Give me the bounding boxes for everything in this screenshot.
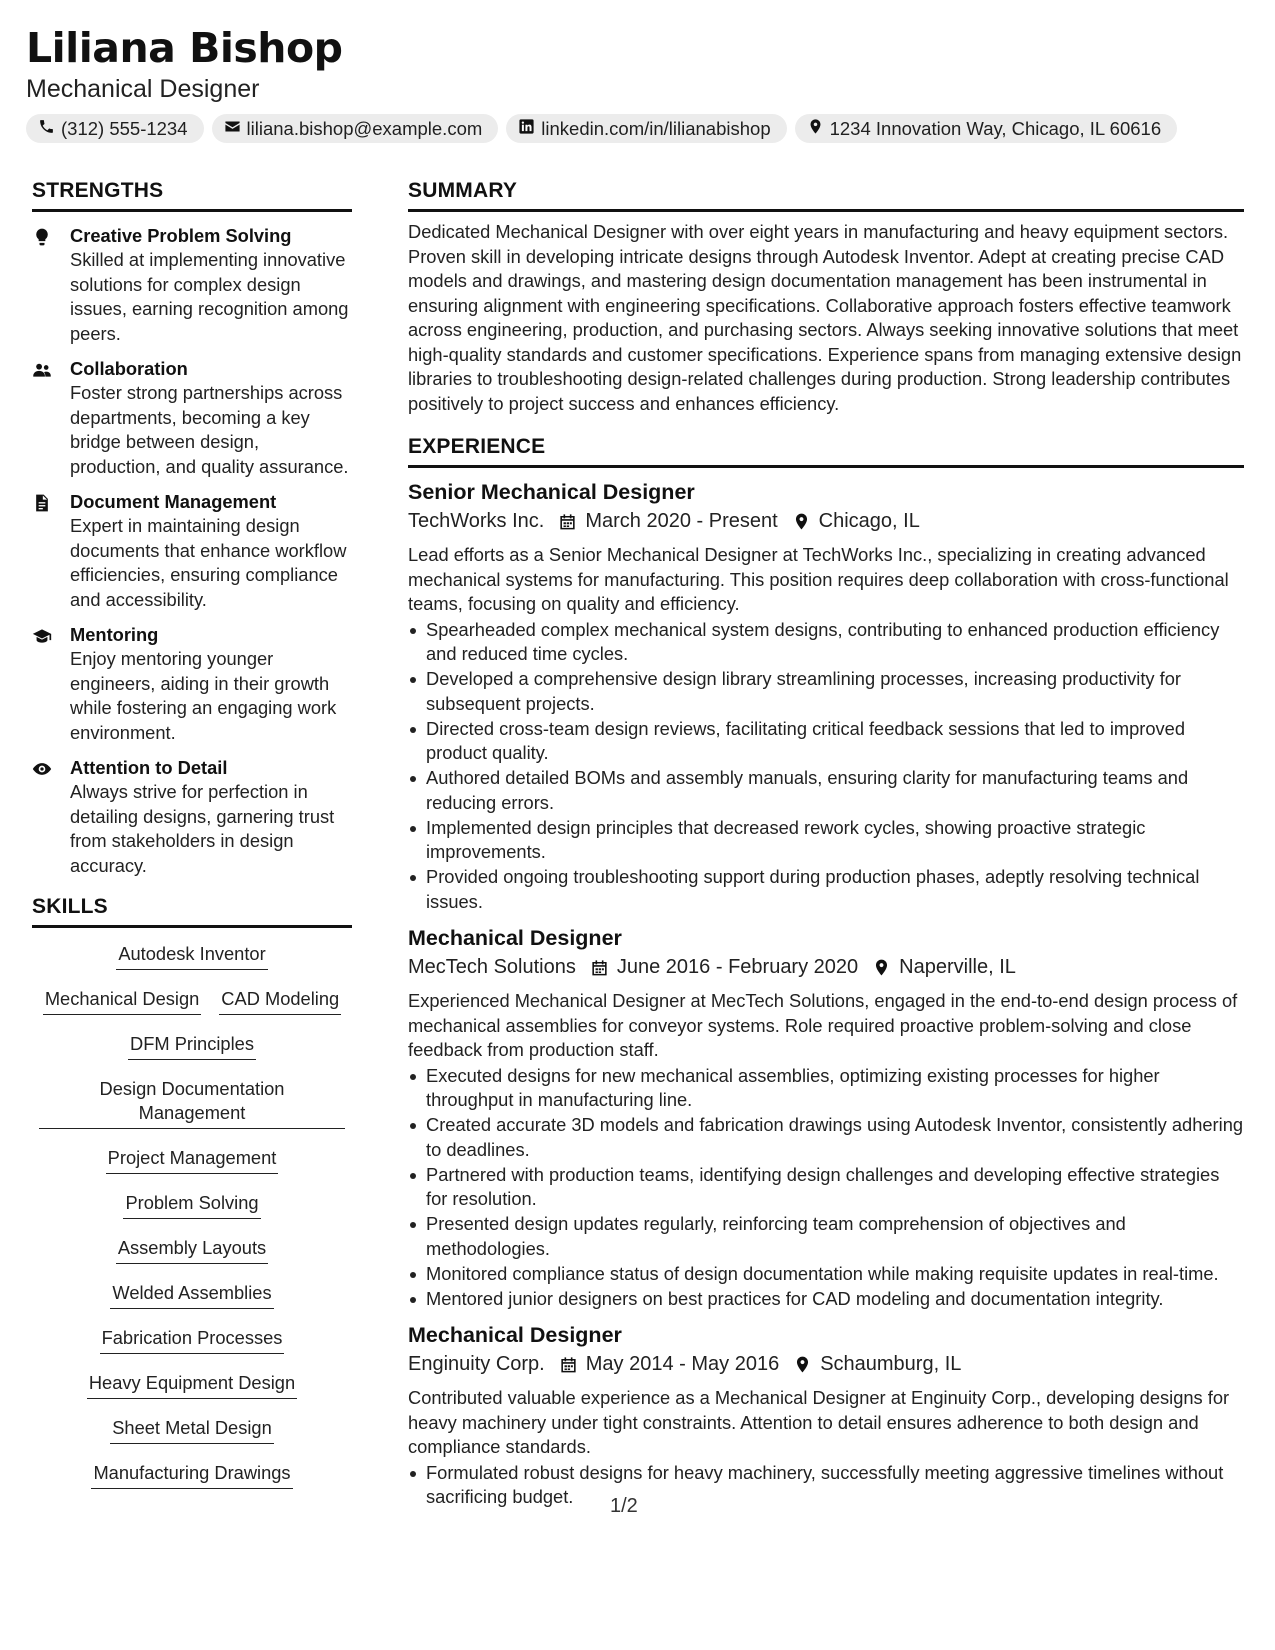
skill-tag: Project Management — [106, 1146, 279, 1174]
skill-tag: Fabrication Processes — [100, 1326, 285, 1354]
skill-tag: CAD Modeling — [219, 987, 341, 1015]
job-title: Mechanical Designer — [408, 926, 622, 950]
calendar-icon — [558, 512, 577, 531]
job-dates: June 2016 - February 2020 — [616, 956, 859, 978]
job-bullet: Implemented design principles that decreased rework cycles, showing proactive strategic improvements. — [408, 816, 1244, 865]
contact-email[interactable] — [212, 114, 499, 143]
skill-tag: Heavy Equipment Design — [87, 1371, 297, 1399]
strength-desc: Foster strong partnerships across departments, becoming a key bridge between design, production, and quality assurance. — [70, 382, 349, 477]
skill-tag: Autodesk Inventor — [116, 942, 267, 970]
job-company: TechWorks Inc. — [408, 510, 545, 532]
skill-tag: Manufacturing Drawings — [91, 1461, 292, 1489]
job-bullet: Presented design updates regularly, reinforcing team comprehension of objectives and methodologies. — [408, 1212, 1244, 1261]
skill-tag — [39, 1077, 345, 1129]
experience-section — [408, 434, 1244, 1510]
page-number: 1/2 — [610, 1495, 638, 1517]
map-pin-icon — [807, 118, 824, 140]
job-bullet: Provided ongoing troubleshooting support during production phases, adeptly resolving technical issues. — [408, 865, 1244, 914]
phone-text: (312) 555-1234 — [61, 117, 188, 139]
job-bullet: Spearheaded complex mechanical system designs, contributing to enhanced production efficiency and reduced time cycles. — [408, 618, 1244, 667]
job-company: Enginuity Corp. — [408, 1353, 545, 1375]
email-text: liliana.bishop@example.com — [246, 117, 483, 139]
graduation-cap-icon — [32, 623, 70, 745]
strength-title: Attention to Detail — [70, 757, 228, 778]
job-bullet: Developed a comprehensive design library streamlining processes, increasing productivity for subsequent projects. — [408, 667, 1244, 716]
lightbulb-icon — [32, 224, 70, 346]
skills-section — [32, 894, 352, 1506]
summary-text: Dedicated Mechanical Designer with over eight years in manufacturing and heavy equipment sectors. Proven skill in developing intricate designs through Autodesk Inventor. Adept at creating precise CAD models and drawings, and mastering design documentation management has been instrumental in ensuring alignment with engineering specifications. Collaborative approach fosters effective teamwork across engineering, production, and purchasing sectors. Always seeking innovative solutions that meet high-quality standards and customer specifications. Experience spans from managing extensive design libraries to troubleshooting design-related challenges during production. Strong leadership contributes positively to project success and enhances efficiency. — [408, 221, 1242, 414]
skills-list — [32, 928, 352, 1506]
job-company: MecTech Solutions — [408, 956, 576, 978]
summary-heading: SUMMARY — [408, 178, 1244, 212]
job-entry — [408, 478, 1244, 914]
eye-icon — [32, 756, 70, 878]
job-location: Chicago, IL — [818, 510, 920, 532]
job-bullet: Formulated robust designs for heavy machinery, successfully meeting aggressive timelines without sacrificing budget. — [408, 1461, 1244, 1510]
job-description: Lead efforts as a Senior Mechanical Designer at TechWorks Inc., specializing in creating advanced mechanical systems for manufacturing. This position requires deep collaboration with cross-functional teams, focusing on quality and efficiency. — [408, 544, 1229, 614]
skill-tag: Problem Solving — [123, 1191, 260, 1219]
strength-item — [32, 756, 352, 878]
strengths-heading: STRENGTHS — [32, 178, 352, 212]
job-bullet: Partnered with production teams, identifying design challenges and developing effective strategies for resolution. — [408, 1163, 1244, 1212]
linkedin-text: linkedin.com/in/lilianabishop — [541, 117, 771, 139]
job-bullet: Directed cross-team design reviews, facilitating critical feedback sessions that led to improved product quality. — [408, 717, 1244, 766]
contact-address[interactable] — [795, 114, 1178, 143]
strength-desc: Skilled at implementing innovative solutions for complex design issues, earning recognition among peers. — [70, 249, 349, 344]
job-dates: May 2014 - May 2016 — [585, 1353, 780, 1375]
job-title: Mechanical Designer — [408, 1323, 622, 1347]
job-location: Schaumburg, IL — [820, 1353, 962, 1375]
job-meta — [408, 506, 1244, 536]
strength-item — [32, 224, 352, 346]
job-description: Experienced Mechanical Designer at MecTech Solutions, engaged in the end-to-end design process of mechanical assemblies for conveyor systems. Role required proactive problem-solving and close feedback from production staff. — [408, 990, 1238, 1060]
strength-desc: Expert in maintaining design documents that enhance workflow efficiencies, ensuring compliance and accessibility. — [70, 515, 347, 610]
phone-icon — [38, 118, 55, 140]
candidate-name: Liliana Bishop — [26, 24, 343, 72]
candidate-title: Mechanical Designer — [26, 75, 260, 103]
map-pin-icon — [792, 512, 811, 531]
job-entry — [408, 1321, 1244, 1510]
address-text: 1234 Innovation Way, Chicago, IL 60616 — [829, 117, 1162, 139]
skill-tag: DFM Principles — [128, 1032, 256, 1060]
left-column — [32, 178, 352, 1506]
skill-tag: Assembly Layouts — [116, 1236, 268, 1264]
resume-header — [26, 22, 1256, 143]
strength-item — [32, 490, 352, 612]
job-title: Senior Mechanical Designer — [408, 480, 695, 504]
job-bullets — [408, 618, 1244, 915]
strength-title: Collaboration — [70, 358, 188, 379]
contact-linkedin[interactable] — [506, 114, 786, 143]
map-pin-icon — [793, 1355, 812, 1374]
job-meta — [408, 952, 1244, 982]
skill-tag: Sheet Metal Design — [110, 1416, 274, 1444]
job-bullet: Executed designs for new mechanical assemblies, optimizing existing processes for higher throughput in manufacturing line. — [408, 1064, 1244, 1113]
summary-section — [408, 178, 1244, 416]
contact-phone[interactable] — [26, 114, 204, 143]
linkedin-icon — [518, 118, 535, 140]
calendar-icon — [590, 958, 609, 977]
map-pin-icon — [872, 958, 891, 977]
job-bullet: Created accurate 3D models and fabrication drawings using Autodesk Inventor, consistently adhering to deadlines. — [408, 1113, 1244, 1162]
job-description: Contributed valuable experience as a Mechanical Designer at Enginuity Corp., developing designs for heavy machinery under tight constraints. Attention to detail ensures adherence to both design and compliance standards. — [408, 1387, 1230, 1457]
job-bullets — [408, 1461, 1244, 1510]
job-bullet: Monitored compliance status of design documentation while making requisite updates in real-time. — [408, 1262, 1244, 1287]
envelope-icon — [224, 118, 241, 140]
job-bullets — [408, 1064, 1244, 1312]
experience-heading: EXPERIENCE — [408, 434, 1244, 468]
right-column — [408, 178, 1244, 1510]
job-location: Naperville, IL — [899, 956, 1016, 978]
strength-desc: Enjoy mentoring younger engineers, aiding in their growth while fostering an engaging work environment. — [70, 648, 337, 743]
strength-desc: Always strive for perfection in detailing designs, garnering trust from stakeholders in design accuracy. — [70, 781, 335, 876]
skill-tag: Welded Assemblies — [110, 1281, 273, 1309]
calendar-icon — [559, 1355, 578, 1374]
strength-title: Document Management — [70, 491, 277, 512]
job-bullet: Mentored junior designers on best practices for CAD modeling and documentation integrity. — [408, 1287, 1244, 1312]
skills-heading: SKILLS — [32, 894, 352, 928]
users-icon — [32, 357, 70, 479]
strength-item — [32, 357, 352, 479]
skill-tag: Mechanical Design — [43, 987, 201, 1015]
strengths-section — [32, 178, 352, 878]
strength-title: Creative Problem Solving — [70, 225, 292, 246]
strengths-list — [32, 224, 352, 878]
document-icon — [32, 490, 70, 612]
skill-tag-text: Design Documentation Management — [99, 1078, 285, 1123]
strength-item — [32, 623, 352, 745]
job-entry — [408, 924, 1244, 1311]
job-dates: March 2020 - Present — [585, 510, 778, 532]
contact-bar — [26, 114, 1256, 143]
job-bullet: Authored detailed BOMs and assembly manuals, ensuring clarity for manufacturing teams and reducing errors. — [408, 766, 1244, 815]
strength-title: Mentoring — [70, 624, 159, 645]
job-meta — [408, 1349, 1244, 1379]
